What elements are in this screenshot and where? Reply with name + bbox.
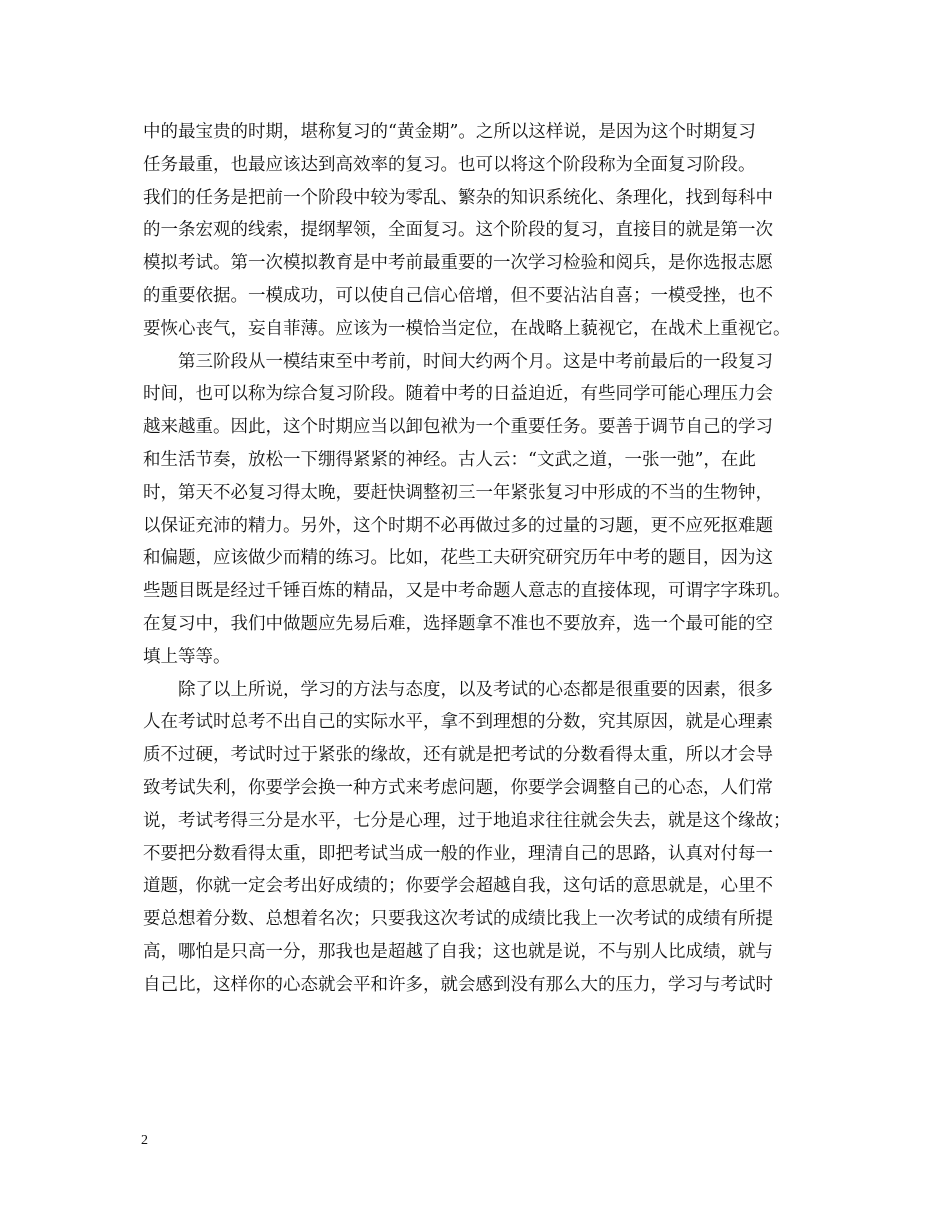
text-line: 时间，也可以称为综合复习阶段。随着中考的日益迫近，有些同学可能心理压力会 [143, 384, 773, 405]
text-line: 第三阶段从一模结束至中考前，时间大约两个月。这是中考前最后的一段复习 [143, 351, 773, 372]
text-line: 要总想着分数、总想着名次；只要我这次考试的成绩比我上一次考试的成绩有所提 [143, 909, 773, 930]
text-line: 和偏题，应该做少而精的练习。比如，花些工夫研究研究历年中考的题目，因为这 [143, 548, 773, 569]
text-line: 说，考试考得三分是水平，七分是心理，过于地追求往往就会失去，就是这个缘故； [143, 810, 791, 831]
text-line: 在复习中，我们中做题应先易后难，选择题拿不准也不要放弃，选一个最可能的空 [143, 613, 773, 634]
text-line: 任务最重，也最应该达到高效率的复习。也可以将这个阶段称为全面复习阶段。 [143, 154, 756, 175]
text-line: 自己比，这样你的心态就会平和许多，就会感到没有那么大的压力，学习与考试时 [143, 974, 773, 995]
text-line: 模拟考试。第一次模拟教育是中考前最重要的一次学习检验和阅兵，是你选报志愿 [143, 253, 773, 274]
text-line: 我们的任务是把前一个阶段中较为零乱、繁杂的知识系统化、条理化，找到每科中 [143, 187, 773, 208]
text-line: 质不过硬，考试时过于紧张的缘故，还有就是把考试的分数看得太重，所以才会导 [143, 745, 773, 766]
text-line: 的重要依据。一模成功，可以使自己信心倍增，但不要沾沾自喜；一模受挫，也不 [143, 285, 773, 306]
text-line: 不要把分数看得太重，即把考试当成一般的作业，理清自己的思路，认真对付每一 [143, 843, 773, 864]
text-line: 的一条宏观的线索，提纲挈领，全面复习。这个阶段的复习，直接目的就是第一次 [143, 220, 773, 241]
text-line: 要恢心丧气，妄自菲薄。应该为一模恰当定位，在战略上藐视它，在战术上重视它。 [143, 318, 791, 339]
text-line: 中的最宝贵的时期，堪称复习的“黄金期”。之所以这样说，是因为这个时期复习 [143, 122, 756, 142]
text-line: 人在考试时总考不出自己的实际水平，拿不到理想的分数，究其原因，就是心理素 [143, 712, 773, 733]
text-line: 致考试失利，你要学会换一种方式来考虑问题，你要学会调整自己的心态，人们常 [143, 777, 773, 798]
text-line: 越来越重。因此，这个时期应当以卸包袱为一个重要任务。要善于调节自己的学习 [143, 417, 773, 438]
text-line: 以保证充沛的精力。另外，这个时期不必再做过多的过量的习题，更不应死抠难题 [143, 515, 773, 536]
text-line: 时，第天不必复习得太晚，要赶快调整初三一年紧张复习中形成的不当的生物钟， [143, 482, 773, 503]
text-line: 填上等等。 [143, 646, 231, 667]
text-line: 和生活节奏，放松一下绷得紧紧的神经。古人云：“文武之道，一张一弛”，在此 [143, 449, 756, 470]
text-line: 道题，你就一定会考出好成绩的；你要学会超越自我，这句话的意思就是，心里不 [143, 876, 773, 897]
text-line: 高，哪怕是只高一分，那我也是超越了自我；这也就是说，不与别人比成绩，就与 [143, 941, 773, 962]
text-line: 些题目既是经过千锤百炼的精品，又是中考命题人意志的直接体现，可谓字字珠玑。 [143, 581, 791, 602]
text-line: 除了以上所说，学习的方法与态度，以及考试的心态都是很重要的因素，很多 [143, 679, 773, 700]
body-text [143, 116, 843, 1002]
page-number: 2 [141, 1133, 148, 1148]
